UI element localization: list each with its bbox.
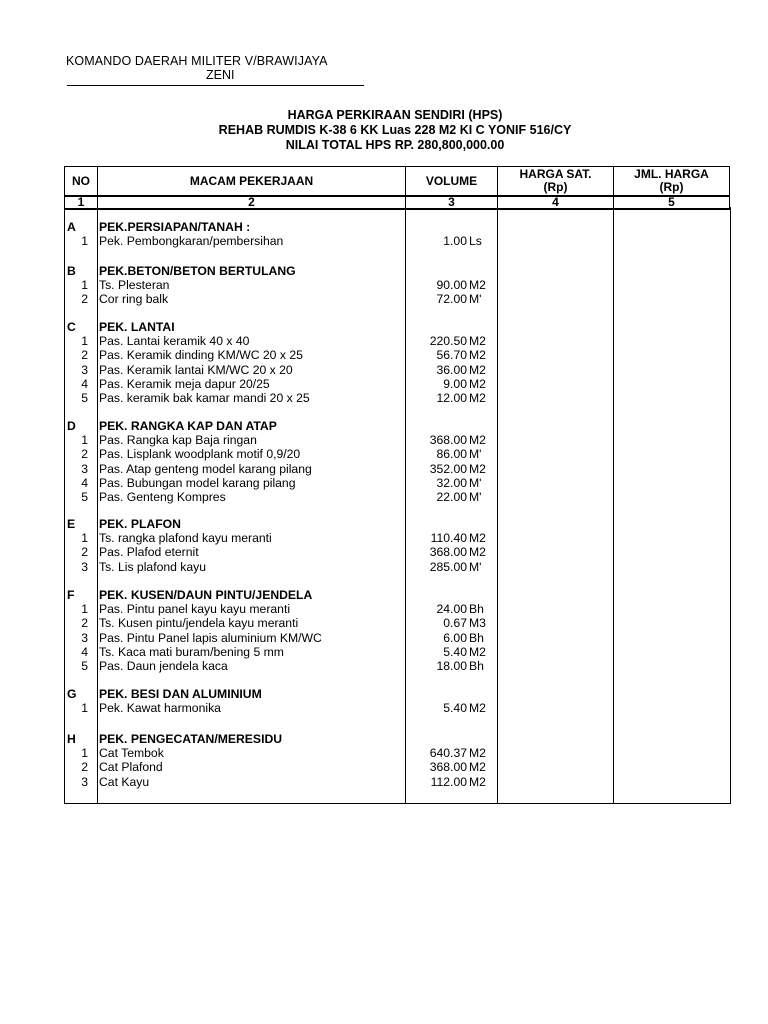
section-title: PEK. RANGKA KAP DAN ATAP [99, 419, 277, 433]
item-volume: 18.00 [436, 659, 467, 673]
item-unit: M2 [469, 746, 486, 761]
item-unit: Bh [469, 630, 484, 645]
section-title: PEK. PLAFON [99, 517, 181, 531]
item-unit: M2 [469, 644, 486, 659]
hps-table-header [64, 166, 730, 210]
item-description: Ts. Plesteran [99, 278, 170, 293]
section-title: PEK. PENGECATAN/MERESIDU [99, 732, 283, 746]
col-number: 3 [406, 196, 498, 209]
org-underline [67, 85, 364, 86]
item-number: 2 [81, 616, 88, 631]
item-volume: 112.00 [430, 774, 467, 789]
col-volume: VOLUME [406, 167, 498, 197]
item-number: 2 [81, 545, 88, 560]
section-title: PEK.PERSIAPAN/TANAH : [99, 220, 251, 234]
col-harga-sat-line2: (Rp) [543, 180, 568, 194]
item-volume: 220.50 [429, 334, 467, 349]
item-description: Pas. Rangka kap Baja ringan [99, 433, 257, 448]
item-number: 4 [81, 475, 88, 490]
col-jml-harga-line1: JML. HARGA [634, 167, 709, 181]
item-unit: M2 [469, 278, 486, 293]
doc-total: NILAI TOTAL HPS RP. 280,800,000.00 [285, 138, 505, 152]
item-number: 3 [81, 362, 88, 377]
item-description: Pas. Plafod eternit [99, 545, 199, 560]
item-number: 2 [81, 348, 88, 363]
col-number: 1 [65, 196, 98, 209]
grid-line [730, 207, 731, 803]
item-number: 1 [81, 701, 88, 716]
item-volume: 22.00 [436, 490, 467, 504]
item-volume: 24.00 [436, 602, 467, 617]
item-volume: 0.67 [443, 616, 467, 631]
col-number: 2 [98, 196, 406, 209]
item-number: 1 [81, 433, 88, 448]
grid-line [97, 207, 98, 803]
item-description: Pas. Genteng Kompres [99, 490, 226, 504]
org-name: KOMANDO DAERAH MILITER V/BRAWIJAYA [66, 54, 328, 68]
item-volume: 5.40 [443, 644, 467, 659]
column-number-row [65, 196, 730, 209]
item-number: 5 [81, 391, 88, 405]
item-unit: M2 [469, 701, 486, 716]
section-code: C [67, 320, 76, 334]
item-description: Pas. Keramik lantai KM/WC 20 x 20 [99, 362, 293, 377]
item-volume: 12.00 [436, 391, 467, 405]
item-unit: M' [469, 559, 482, 574]
section-title: PEK. KUSEN/DAUN PINTU/JENDELA [99, 588, 313, 602]
col-number: 4 [498, 196, 614, 209]
item-number: 1 [81, 234, 88, 249]
col-harga-sat-line1: HARGA SAT. [519, 167, 592, 181]
item-volume: 5.40 [443, 701, 467, 716]
item-number: 1 [81, 531, 88, 546]
item-number: 5 [81, 490, 88, 504]
item-unit: M2 [469, 545, 486, 560]
item-number: 2 [81, 447, 88, 462]
item-description: Pas. Pintu Panel lapis aluminium KM/WC [99, 630, 322, 645]
item-description: Cor ring balk [99, 292, 169, 307]
col-harga-sat [498, 167, 614, 197]
item-unit: M' [469, 475, 482, 490]
item-unit: M2 [469, 760, 486, 775]
section-code: B [67, 264, 76, 278]
item-volume: 36.00 [436, 362, 467, 377]
item-number: 3 [81, 559, 88, 574]
item-description: Cat Plafond [99, 760, 163, 775]
col-jml-harga-line2: (Rp) [659, 180, 684, 194]
doc-title: HARGA PERKIRAAN SENDIRI (HPS) [287, 108, 503, 122]
item-number: 1 [81, 278, 88, 293]
section-code: E [67, 517, 76, 531]
item-description: Pas. Lantai keramik 40 x 40 [99, 334, 250, 349]
item-volume: 368.00 [429, 545, 467, 560]
grid-line [613, 207, 614, 803]
item-unit: Ls [469, 234, 482, 249]
section-code: A [67, 220, 76, 234]
item-number: 1 [81, 602, 88, 617]
section-title: PEK. LANTAI [99, 320, 175, 334]
item-description: Pas. Pintu panel kayu kayu meranti [99, 602, 291, 617]
item-unit: M2 [469, 334, 486, 349]
item-unit: M2 [469, 362, 486, 377]
item-description: Pas. Keramik meja dapur 20/25 [99, 376, 270, 391]
item-number: 2 [81, 292, 88, 307]
item-number: 3 [81, 461, 88, 476]
org-unit: ZENI [206, 68, 235, 82]
item-volume: 86.00 [436, 447, 467, 462]
item-unit: M' [469, 292, 482, 307]
item-description: Pas. Bubungan model karang pilang [99, 475, 296, 490]
item-description: Ts. rangka plafond kayu meranti [99, 531, 272, 546]
item-volume: 6.00 [443, 630, 467, 645]
org-header [66, 54, 366, 82]
item-volume: 285.00 [429, 559, 467, 574]
item-number: 2 [81, 760, 88, 775]
item-number: 1 [81, 746, 88, 761]
item-volume: 368.00 [429, 433, 467, 448]
section-code: D [67, 419, 76, 433]
item-description: Ts. Kusen pintu/jendela kayu meranti [99, 616, 299, 631]
item-unit: M2 [469, 391, 486, 405]
item-unit: M' [469, 490, 482, 504]
item-description: Pas. Keramik dinding KM/WC 20 x 25 [99, 348, 303, 363]
item-volume: 9.00 [443, 376, 467, 391]
item-description: Pas. Atap genteng model karang pilang [99, 461, 312, 476]
item-unit: Bh [469, 659, 484, 673]
item-volume: 352.00 [429, 461, 467, 476]
item-unit: M2 [469, 433, 486, 448]
item-description: Ts. Lis plafond kayu [99, 559, 207, 574]
item-unit: M2 [469, 531, 486, 546]
table-bottom-line [64, 803, 731, 804]
item-volume: 90.00 [436, 278, 467, 293]
item-description: Cat Kayu [99, 774, 150, 789]
item-description: Pas. Daun jendela kaca [99, 659, 228, 673]
col-macam-pekerjaan: MACAM PEKERJAAN [98, 167, 406, 197]
doc-subtitle: REHAB RUMDIS K-38 6 KK Luas 228 M2 KI C YONIF 516/CY [218, 123, 572, 137]
item-number: 3 [81, 630, 88, 645]
section-code: H [67, 732, 76, 746]
item-unit: M2 [469, 376, 486, 391]
item-description: Pek. Pembongkaran/pembersihan [99, 234, 284, 249]
col-number: 5 [614, 196, 730, 209]
item-unit: M2 [469, 461, 486, 476]
item-number: 1 [81, 334, 88, 349]
item-description: Ts. Kaca mati buram/bening 5 mm [99, 644, 284, 659]
item-volume: 1.00 [443, 234, 467, 249]
item-volume: 368.00 [429, 760, 467, 775]
item-number: 3 [81, 774, 88, 789]
section-title: PEK.BETON/BETON BERTULANG [99, 264, 296, 278]
document-titles [150, 108, 640, 153]
item-volume: 56.70 [436, 348, 467, 363]
item-unit: M3 [469, 616, 486, 631]
item-number: 4 [81, 376, 88, 391]
item-volume: 32.00 [436, 475, 467, 490]
item-volume: 110.40 [430, 531, 467, 546]
item-unit: M2 [469, 774, 486, 789]
item-number: 4 [81, 644, 88, 659]
col-no: NO [65, 167, 98, 197]
item-volume: 72.00 [436, 292, 467, 307]
grid-line [497, 207, 498, 803]
item-description: Pas. Lisplank woodplank motif 0,9/20 [99, 447, 301, 462]
item-unit: Bh [469, 602, 484, 617]
item-description: Cat Tembok [99, 746, 164, 761]
col-jml-harga [614, 167, 730, 197]
section-title: PEK. BESI DAN ALUMINIUM [99, 687, 262, 701]
item-description: Pek. Kawat harmonika [99, 701, 221, 716]
item-description: Pas. keramik bak kamar mandi 20 x 25 [99, 391, 310, 405]
column-header-row [65, 167, 730, 197]
item-unit: M2 [469, 348, 486, 363]
item-number: 5 [81, 659, 88, 673]
section-code: F [67, 588, 75, 602]
item-volume: 640.37 [429, 746, 467, 761]
section-code: G [67, 687, 77, 701]
item-unit: M' [469, 447, 482, 462]
